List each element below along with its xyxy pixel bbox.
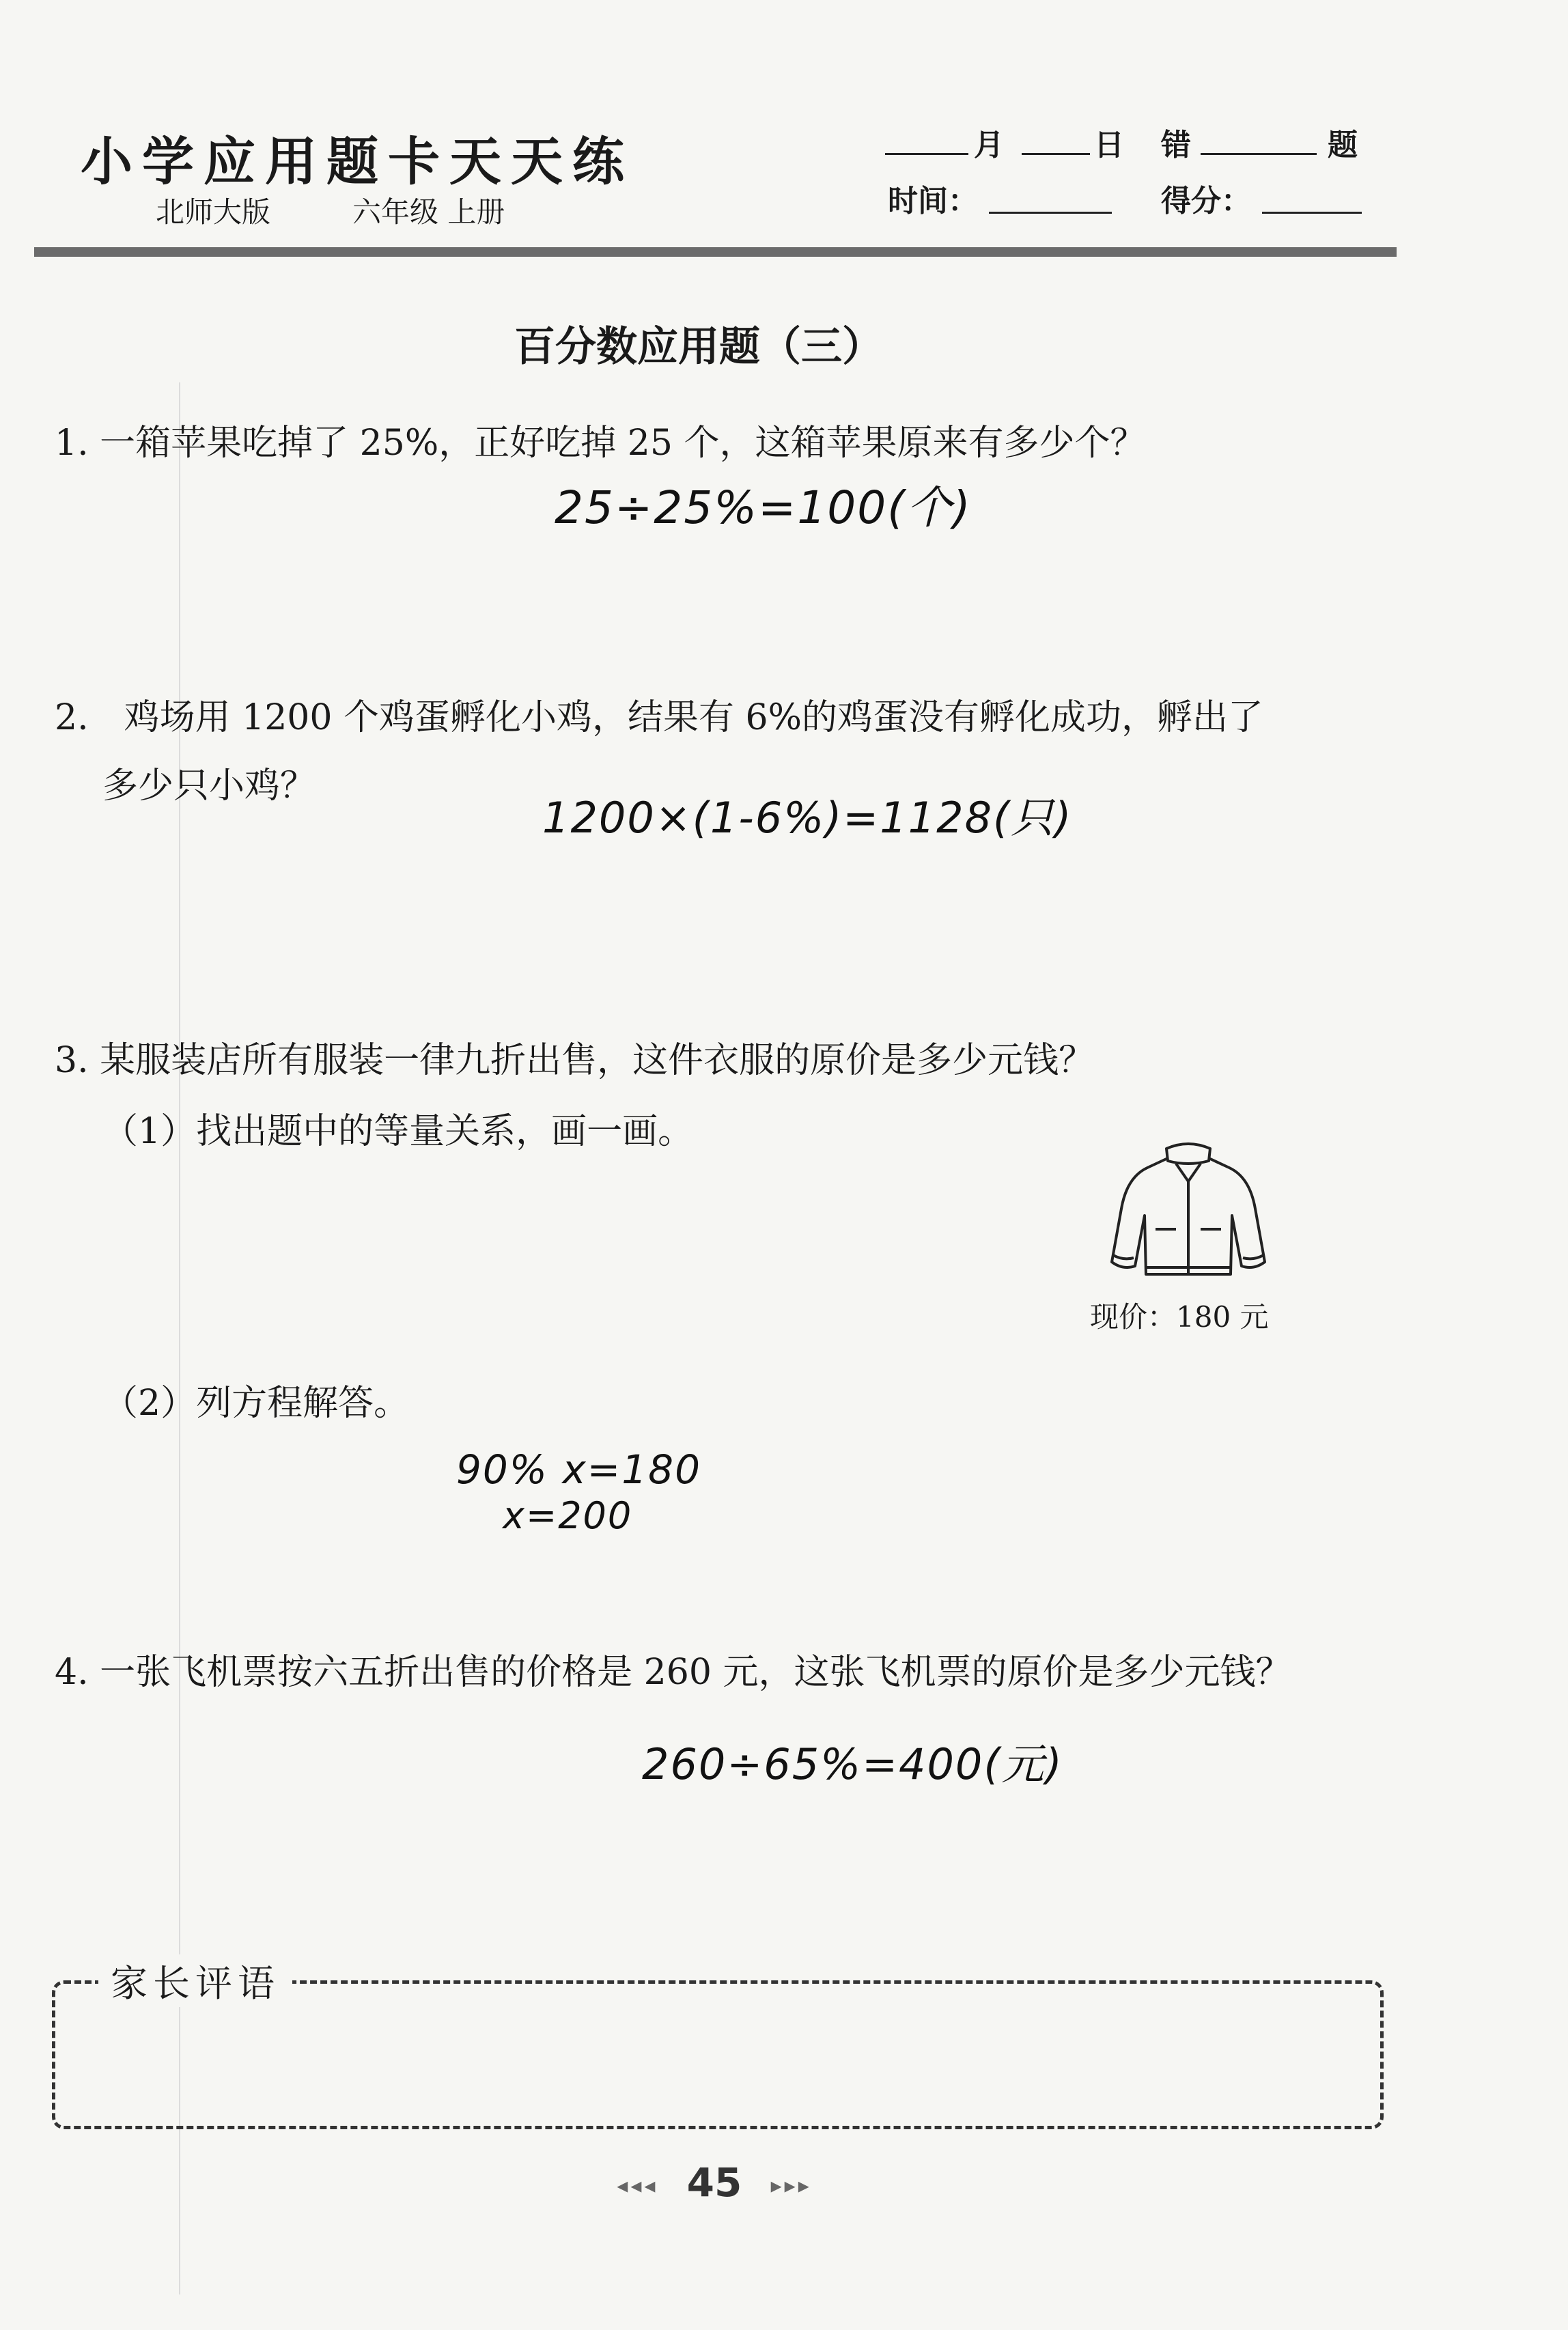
answer-2-handwritten: 1200×(1-6%)=1128(只): [542, 793, 1073, 843]
time-blank[interactable]: [989, 182, 1112, 214]
parent-comment-label: 家长评语: [98, 1954, 292, 2007]
question-2-line-2: 多少只小鸡？: [102, 766, 316, 806]
page-title: 百分数应用题（三）: [514, 323, 883, 371]
question-3: 3. 某服装店所有服装一律九折出售，这件衣服的原价是多少元钱？: [55, 1040, 1095, 1081]
page-number-area: [0, 2159, 1429, 2206]
question-4: 4. 一张飞机票按六五折出售的价格是 260 元，这张飞机票的原价是多少元钱？: [55, 1652, 1291, 1693]
header-rule: [34, 247, 1397, 257]
answer-1-handwritten: 25÷25%=100(个): [555, 481, 972, 534]
wrong-count-blank[interactable]: [1201, 123, 1317, 155]
day-blank[interactable]: [1022, 123, 1090, 155]
question-3-part-1: （1）找出题中的等量关系，画一画。: [102, 1111, 694, 1152]
question-1: 1. 一箱苹果吃掉了 25%，正好吃掉 25 个，这箱苹果原来有多少个？: [55, 423, 1146, 464]
answer-3-line-2-handwritten: x=200: [503, 1494, 633, 1537]
answer-4-handwritten: 260÷65%=400(元): [642, 1739, 1063, 1789]
nav-right-arrows-icon: ▸▸▸: [770, 2172, 812, 2198]
book-title: 小学应用题卡天天练: [81, 131, 634, 192]
jacket-icon: [1100, 1134, 1277, 1284]
edition-label: 北师大版: [156, 195, 271, 229]
question-label: 题: [1328, 128, 1358, 163]
wrong-label: 错: [1161, 128, 1191, 163]
score-label: 得分：: [1161, 184, 1251, 219]
month-label: 月: [974, 128, 1004, 163]
time-label: 时间：: [888, 184, 978, 219]
month-blank[interactable]: [885, 123, 968, 155]
page-number: 45: [686, 2159, 742, 2206]
day-label: 日: [1094, 128, 1124, 163]
score-blank[interactable]: [1262, 182, 1362, 214]
question-3-part-2: （2）列方程解答。: [102, 1383, 410, 1424]
question-2-line-1: 2. 鸡场用 1200 个鸡蛋孵化小鸡，结果有 6%的鸡蛋没有孵化成功，孵出了: [55, 697, 1264, 738]
jacket-price-caption: 现价：180 元: [1090, 1300, 1269, 1334]
nav-left-arrows-icon: ◂◂◂: [617, 2172, 658, 2198]
grade-label: 六年级 上册: [352, 195, 505, 229]
answer-3-line-1-handwritten: 90% x=180: [456, 1446, 701, 1493]
